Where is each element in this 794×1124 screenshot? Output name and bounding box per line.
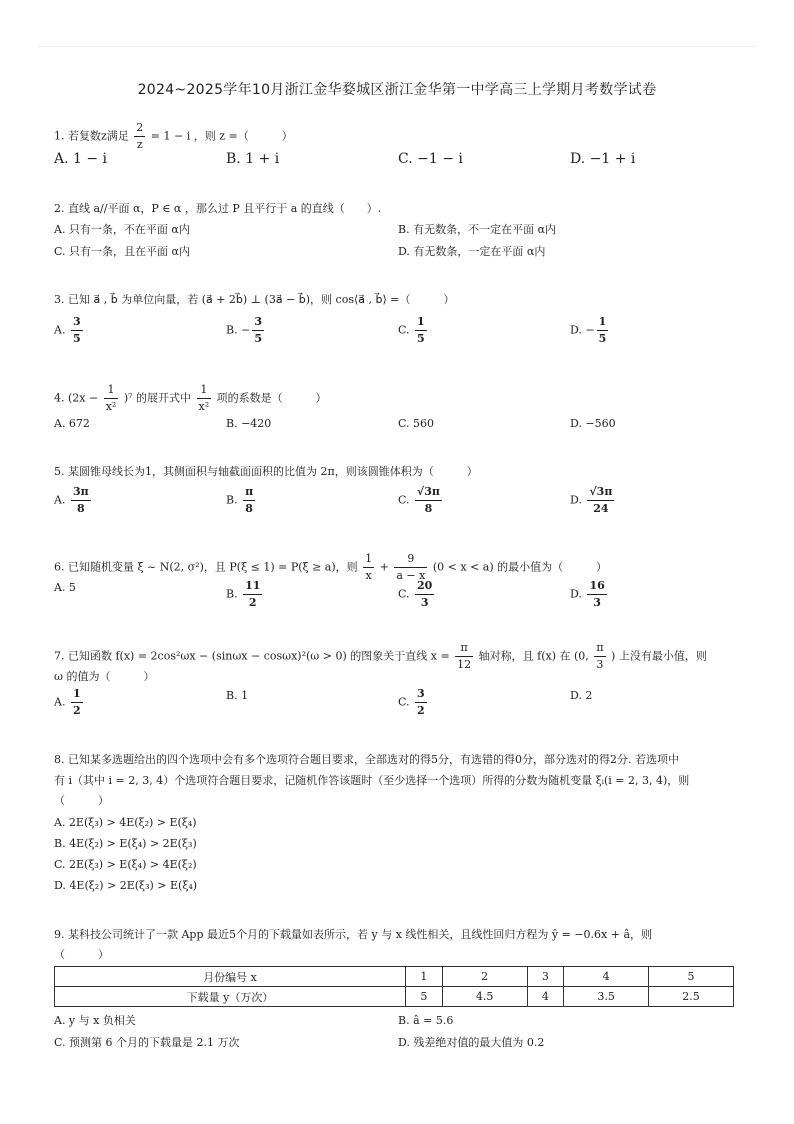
q5-a-frac [71,484,91,517]
q2-option-c[interactable]: C. 只有一条，且在平面 α内 [54,245,190,258]
q3-option-d[interactable] [570,314,742,347]
q7-d-label: D. 2 [570,689,593,702]
q8-option-a[interactable]: A. 2E(ξ₃) > 4E(ξ₂) > E(ξ₄) [54,816,197,829]
q5-a-label: A. [54,493,66,507]
q3-options [54,314,744,347]
q9-line1: 9. 某科技公司统计了一款 App 最近5个月的下载量如表所示，若 y 与 x 线性相关，且线性回归方程为 ŷ = −0.6x + â，则 [54,928,653,941]
q1-option-d[interactable]: D. −1 + i [570,151,636,167]
q3-a-num: 3 [71,314,83,331]
header-rule [38,46,756,47]
q3-a-frac [71,314,83,347]
q2-option-b[interactable]: B. 有无数条，不一定在平面 α内 [398,223,557,236]
q5-options [54,484,744,517]
q6-d-den: 3 [593,596,601,609]
q3-b-num: 3 [252,314,264,331]
q3-b-den: 5 [254,332,262,345]
q5-c-den: 8 [424,502,433,515]
q8-line1: 8. 已知某多选题给出的四个选项中会有多个选项符合题目要求，全部选对的得5分，有选错的得0分，部分选对的得2分. 若选项中 [54,753,679,766]
q6-suffix: (0 < x < a) 的最小值为（ ） [432,560,608,574]
q5-b-num: π [243,484,255,501]
q7-f2-den: 3 [596,658,604,671]
q3-d-num: 1 [597,314,609,331]
q7-b-label: B. 1 [226,689,249,702]
question-5: 5. 某圆锥母线长为1，其侧面积与轴截面面积的比值为 2π，则该圆锥体积为（ ） [54,465,478,478]
table-row [55,967,734,987]
q7-line2: ω 的值为（ ） [54,670,155,683]
q4-frac2 [197,382,212,415]
q6-options [54,578,744,611]
q4-option-c[interactable]: C. 560 [398,417,435,430]
q9-option-c[interactable]: C. 预测第 6 个月的下载量是 2.1 万次 [54,1036,240,1049]
q6-f1-den: x [365,569,372,582]
q3-option-a[interactable] [54,314,226,347]
q6-c-num: 20 [415,578,434,595]
q7-a-den: 2 [72,704,81,717]
question-4 [54,382,744,415]
q7-option-a[interactable] [54,686,226,719]
q8-option-c[interactable]: C. 2E(ξ₃) > E(ξ₄) > 4E(ξ₂) [54,858,197,871]
q9-option-a[interactable]: A. y 与 x 负相关 [54,1014,136,1027]
q6-c-label: C. [398,587,410,601]
table-cell: 4 [527,987,564,1007]
table-cell: 3 [527,967,564,987]
q6-option-a[interactable] [54,578,226,611]
q3-c-num: 1 [415,314,427,331]
q9-options [54,1010,744,1054]
q4-prefix: 4. (2x − [54,391,99,405]
q7-f1-den: 12 [457,658,472,671]
q1-option-a[interactable]: A. 1 − i [54,151,108,167]
q5-d-den: 24 [593,502,609,515]
q6-c-frac [415,578,434,611]
q6-d-frac [587,578,606,611]
q4-option-a[interactable]: A. 672 [54,417,90,430]
q5-b-frac [243,484,255,517]
table-cell: 5 [649,967,734,987]
q7-mid: 轴对称，且 f(x) 在 (0, [478,649,589,663]
q5-b-den: 8 [245,502,253,515]
q6-option-b[interactable] [226,578,398,611]
q5-a-den: 8 [76,502,85,515]
q6-d-num: 16 [587,578,606,595]
q7-c-label: C. [398,695,410,709]
q6-f1-num: 1 [363,551,374,568]
q4-f1-num: 1 [104,382,119,399]
q1-frac-den: z [136,138,143,151]
q6-f2-den: a − x [396,569,426,582]
q1-option-b[interactable]: B. 1 + i [226,151,280,167]
q3-d-sign: − [585,323,595,337]
q1-options [54,148,744,170]
q4-f2-num: 1 [197,382,212,399]
q6-c-den: 3 [420,596,429,609]
q3-c-label: C. [398,323,410,337]
q1-prefix: 1. 若复数z满足 [54,129,129,143]
q4-option-b[interactable]: B. −420 [226,417,272,430]
q5-option-d[interactable] [570,484,742,517]
table-cell: 4 [564,967,649,987]
q5-option-a[interactable] [54,484,226,517]
q6-b-num: 11 [243,578,262,595]
q2-option-d[interactable]: D. 有无数条，一定在平面 α内 [398,245,546,258]
q6-d-label: D. [570,587,582,601]
q3-option-c[interactable] [398,314,570,347]
q3-c-den: 5 [417,332,425,345]
q6-option-d[interactable] [570,578,742,611]
q3-c-frac [415,314,427,347]
q7-c-den: 2 [417,704,425,717]
q3-d-label: D. [570,323,582,337]
q5-d-frac [587,484,614,517]
q5-d-num: √3π [587,484,614,501]
q9-line2: （ ） [54,948,109,961]
q7-f1-num: π [455,640,473,657]
q7-f2-num: π [594,640,605,657]
table-cell: 3.5 [564,987,649,1007]
q4-f1-den: x² [105,400,117,413]
table-cell: 4.5 [442,987,527,1007]
q4-f2-den: x² [198,400,210,413]
q2-option-a[interactable]: A. 只有一条，不在平面 α内 [54,223,190,236]
q4-frac1 [104,382,119,415]
question-2: 2. 直线 a//平面 α，P ∈ α ，那么过 P 且平行于 a 的直线（ ）. [54,202,382,215]
q7-a-frac [71,686,83,719]
q9-option-d[interactable]: D. 残差绝对值的最大值为 0.2 [398,1036,545,1049]
q6-f2-num: 9 [394,551,427,568]
q8-line2: 有 i（其中 i = 2, 3, 4）个选项符合题目要求，记随机作答该题时（至少选择一个选项）所得的分数为随机变量 ξᵢ(i = 2, 3, 4)，则 [54,774,690,787]
q5-c-num: √3π [415,484,442,501]
table-header-downloads: 下载量 y（万次） [55,987,406,1007]
q4-options [54,413,744,435]
q8-line3: （ ） [54,794,109,807]
q5-d-label: D. [570,493,582,507]
q5-c-label: C. [398,493,410,507]
q7-options [54,686,744,719]
q6-option-c[interactable] [398,578,570,611]
q7-option-c[interactable] [398,686,570,719]
q3-d-den: 5 [598,332,607,345]
q1-suffix: = 1 − i ，则 z =（ ） [150,129,293,143]
q3-b-label: B. [226,323,238,337]
q1-option-c[interactable]: C. −1 − i [398,151,463,167]
q6-a-label: A. 5 [54,581,76,594]
q5-option-c[interactable] [398,484,570,517]
q3-b-sign: − [241,323,251,337]
q8-option-d[interactable]: D. 4E(ξ₂) > 2E(ξ₃) > E(ξ₄) [54,879,198,892]
table-row [55,987,734,1007]
download-table [54,966,734,1007]
page-title: 2024~2025学年10月浙江金华婺城区浙江金华第一中学高三上学期月考数学试卷 [137,82,657,98]
q6-b-den: 2 [248,596,257,609]
q3-option-b[interactable] [226,314,398,347]
q7-prefix: 7. 已知函数 f(x) = 2cos²ωx − (sinωx − cosωx)²(ω > 0) 的图象关于直线 x = [54,649,450,663]
q4-suffix: 项的系数是（ ） [216,391,327,405]
table-cell: 5 [406,987,443,1007]
q7-c-frac [415,686,427,719]
table-cell: 2 [442,967,527,987]
q7-a-num: 1 [71,686,83,703]
q5-option-b[interactable] [226,484,398,517]
q4-option-d[interactable]: D. −560 [570,417,616,430]
q5-c-frac [415,484,442,517]
q7-option-d[interactable] [570,686,742,719]
q6-prefix: 6. 已知随机变量 ξ ~ N(2, σ²)，且 P(ξ ≤ 1) = P(ξ ≥ a)，则 [54,560,358,574]
q1-frac-num: 2 [134,120,145,137]
q3-b-frac [252,314,264,347]
table-cell: 1 [406,967,443,987]
q7-c-num: 3 [415,686,427,703]
q4-mid: )⁷ 的展开式中 [123,391,192,405]
q7-a-label: A. [54,695,66,709]
table-cell: 2.5 [649,987,734,1007]
q5-a-num: 3π [71,484,91,501]
q2-options [54,219,744,263]
q6-b-frac [243,578,262,611]
q5-b-label: B. [226,493,238,507]
table-header-month: 月份编号 x [55,967,406,987]
q3-a-label: A. [54,323,66,337]
q6-b-label: B. [226,587,238,601]
question-3: 3. 已知 a⃗ , b⃗ 为单位向量，若 (a⃗ + 2b⃗) ⊥ (3a⃗ − b⃗)，则 cos⟨a⃗ , b⃗⟩ =（ ） [54,293,455,306]
q3-a-den: 5 [72,332,81,345]
q8-options [54,812,744,896]
q9-option-b[interactable]: B. â = 5.6 [398,1014,454,1027]
q3-d-frac [597,314,609,347]
q7-suffix: ) 上没有最小值，则 [611,649,707,663]
q6-plus: + [379,560,389,574]
q8-option-b[interactable]: B. 4E(ξ₂) > E(ξ₄) > 2E(ξ₃) [54,837,197,850]
q7-option-b[interactable] [226,686,398,719]
